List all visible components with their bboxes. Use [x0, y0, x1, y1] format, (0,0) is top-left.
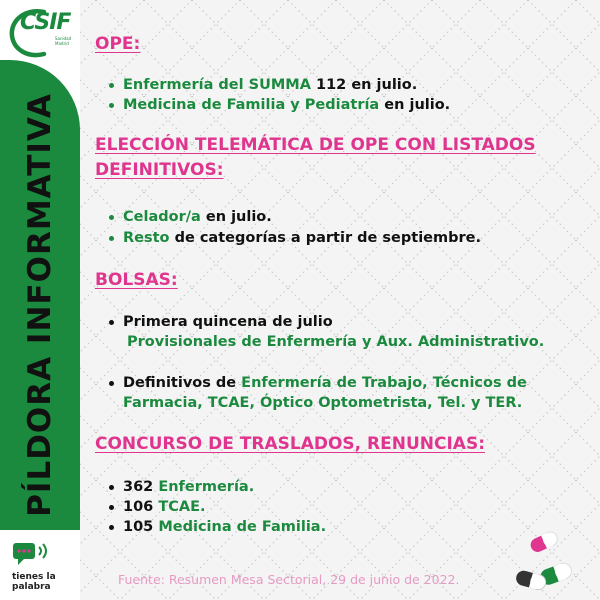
section-heading-concurso: CONCURSO DE TRASLADOS, RENUNCIAS: [95, 434, 486, 454]
tienes-la-palabra-logo [12, 540, 72, 592]
list-item: Medicina de Familia y Pediatría en julio. [123, 97, 451, 113]
list-item: 105 Medicina de Familia. [123, 519, 327, 535]
list-item: Primera quincena de julio [123, 314, 333, 330]
section-heading-ope: OPE: [95, 34, 141, 54]
list-item: 106 TCAE. [123, 499, 206, 515]
list-item-continuation: Provisionales de Enfermería y Aux. Administrativo. [127, 334, 545, 350]
source-footer: Fuente: Resumen Mesa Sectorial, 29 de junio de 2022. [118, 572, 460, 587]
list-item: Resto de categorías a partir de septiembre. [123, 230, 481, 246]
section-heading-bolsas: BOLSAS: [95, 270, 178, 290]
section-heading-eleccion-line1: ELECCIÓN TELEMÁTICA DE OPE CON LISTADOS [95, 135, 536, 155]
csif-brand: CSIF [20, 10, 71, 35]
sidebar [0, 0, 80, 600]
csif-logo [6, 6, 80, 62]
list-item-continuation: Farmacia, TCAE, Óptico Optometrista, Tel. y TER. [123, 395, 523, 411]
tienes-la-palabra-text: tienes la palabra [12, 572, 56, 592]
list-item: Enfermería del SUMMA 112 en julio. [123, 77, 418, 93]
list-item: Celador/a en julio. [123, 209, 272, 225]
csif-subtitle: Sanidad Madrid [55, 36, 72, 46]
list-item: 362 Enfermería. [123, 479, 255, 495]
section-heading-eleccion-line2: DEFINITIVOS: [95, 160, 224, 180]
megaphone-chat-icon [12, 540, 52, 566]
list-item: Definitivos de Enfermería de Trabajo, Técnicos de [123, 375, 527, 391]
sidebar-title: PÍLDORA INFORMATIVA [22, 93, 58, 517]
capsule-pills-icon [510, 530, 600, 600]
